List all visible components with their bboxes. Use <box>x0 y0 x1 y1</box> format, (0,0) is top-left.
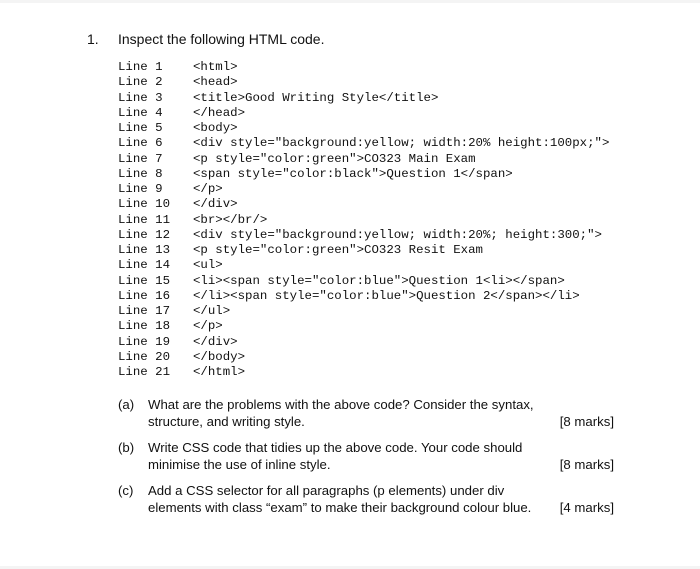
line-label: Line 2 <box>118 75 163 90</box>
part-label: (a) <box>118 397 135 412</box>
code-line <box>118 365 609 380</box>
part-text: What are the problems with the above code? Consider the syntax, structure, and writing style. <box>148 397 534 429</box>
line-code: <br></br/> <box>193 212 268 227</box>
line-label: Line 5 <box>118 121 163 135</box>
code-line <box>118 319 609 334</box>
line-label: Line 9 <box>118 182 163 196</box>
line-label: Line 7 <box>118 151 163 166</box>
line-code: </ul> <box>193 304 231 318</box>
line-label: Line 8 <box>118 166 163 181</box>
code-line <box>118 304 609 319</box>
line-code: </li><span style="color:blue">Question 2</span></li> <box>193 288 580 303</box>
line-code: <p style="color:green">CO323 Resit Exam <box>193 243 483 257</box>
code-line <box>118 289 609 304</box>
code-line <box>118 152 609 167</box>
top-edge <box>0 0 700 3</box>
code-line <box>118 350 609 365</box>
line-label: Line 15 <box>118 273 171 288</box>
line-label: Line 19 <box>118 334 171 349</box>
line-label: Line 17 <box>118 304 171 318</box>
line-code: <body> <box>193 121 238 135</box>
line-code: </p> <box>193 319 223 334</box>
line-code: <p style="color:green">CO323 Main Exam <box>193 151 476 166</box>
code-line <box>118 167 609 182</box>
code-line <box>118 91 609 106</box>
line-label: Line 20 <box>118 349 171 364</box>
code-line <box>118 228 609 243</box>
part-marks: [8 marks] <box>559 457 614 472</box>
line-label: Line 21 <box>118 365 171 379</box>
line-code: <head> <box>193 75 238 90</box>
line-label: Line 18 <box>118 319 171 334</box>
question-number: 1. <box>87 31 99 47</box>
question-title: Inspect the following HTML code. <box>118 31 325 47</box>
part-text: Add a CSS selector for all paragraphs (p elements) under div elements with class “exam” to make their background colour blue. <box>148 483 532 515</box>
code-line <box>118 60 609 75</box>
line-label: Line 4 <box>118 105 163 120</box>
line-label: Line 10 <box>118 197 171 212</box>
line-label: Line 16 <box>118 288 171 303</box>
line-label: Line 11 <box>118 212 171 227</box>
line-code: </head> <box>193 105 246 120</box>
sub-question-a <box>118 396 628 430</box>
code-line <box>118 243 609 258</box>
sub-question-b <box>118 439 628 473</box>
line-label: Line 3 <box>118 90 163 105</box>
part-label: (b) <box>118 440 135 455</box>
part-text: Write CSS code that tidies up the above code. Your code should minimise the use of inline style. <box>148 440 523 472</box>
line-code: <div style="background:yellow; width:20%; height:300;"> <box>193 227 602 242</box>
line-label: Line 14 <box>118 258 171 273</box>
line-code: </body> <box>193 349 246 364</box>
sub-question-c <box>118 482 628 516</box>
line-code: </html> <box>193 365 246 379</box>
sub-questions <box>118 396 628 525</box>
line-label: Line 1 <box>118 60 163 74</box>
code-line <box>118 106 609 121</box>
code-line <box>118 182 609 197</box>
part-label: (c) <box>118 483 134 498</box>
line-code: </div> <box>193 334 238 349</box>
code-line <box>118 274 609 289</box>
code-line <box>118 75 609 90</box>
line-label: Line 12 <box>118 227 171 242</box>
code-line <box>118 258 609 273</box>
line-code: <title>Good Writing Style</title> <box>193 90 439 105</box>
line-code: </p> <box>193 182 223 196</box>
code-line <box>118 197 609 212</box>
code-line <box>118 121 609 136</box>
line-label: Line 13 <box>118 243 171 257</box>
line-label: Line 6 <box>118 136 163 151</box>
line-code: <html> <box>193 60 238 74</box>
line-code: </div> <box>193 197 238 212</box>
line-code: <li><span style="color:blue">Question 1<li></span> <box>193 273 565 288</box>
code-line <box>118 335 609 350</box>
code-line <box>118 136 609 151</box>
part-marks: [4 marks] <box>559 500 614 515</box>
line-code: <div style="background:yellow; width:20% height:100px;"> <box>193 136 610 151</box>
code-listing <box>118 60 609 380</box>
code-line <box>118 213 609 228</box>
part-marks: [8 marks] <box>559 414 614 429</box>
line-code: <span style="color:black">Question 1</span> <box>193 166 513 181</box>
line-code: <ul> <box>193 258 223 273</box>
